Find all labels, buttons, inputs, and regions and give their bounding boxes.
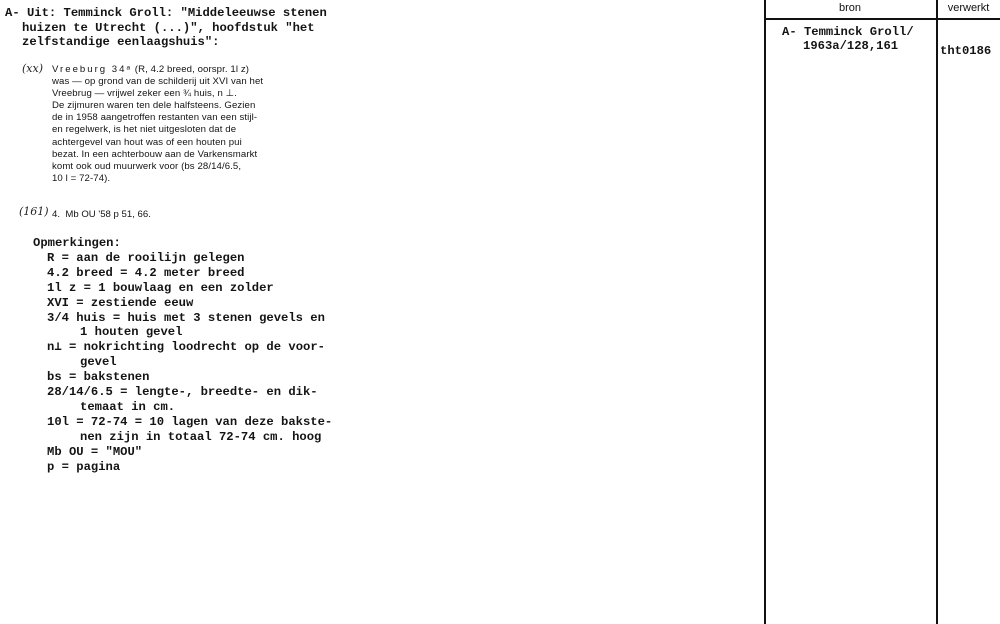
remark-item: 28/14/6.5 = lengte-, breedte- en dik-: [47, 385, 318, 400]
citation-line: De zijmuren waren ten dele halfsteens. Gezien: [52, 100, 256, 112]
bron-cell: [782, 25, 914, 53]
quoted-citation: [52, 64, 342, 185]
remark-item-continuation: 1 houten gevel: [80, 325, 183, 340]
header-rule: [764, 18, 1000, 20]
street-name: Vreeburg 34ᵃ: [52, 64, 133, 75]
heading-line: huizen te Utrecht (...)", hoofdstuk "het: [22, 20, 315, 35]
remark-item: 1l z = 1 bouwlaag en een zolder: [47, 280, 274, 295]
remark-item: bs = bakstenen: [47, 370, 150, 385]
remark-item: 4.2 breed = 4.2 meter breed: [47, 265, 245, 280]
remark-item: 3/4 huis = huis met 3 stenen gevels en: [47, 310, 325, 325]
citation-line: (R, 4.2 breed, oorspr. 1l z): [132, 64, 250, 75]
remark-item: XVI = zestiende eeuw: [47, 295, 194, 310]
citation-line: de in 1958 aangetroffen restanten van een stijl-: [52, 112, 258, 124]
citation-line: bezat. In een achterbouw aan de Varkensmarkt: [52, 148, 258, 160]
heading-line: A- Uit: Temminck Groll: "Middeleeuwse stenen: [5, 6, 327, 20]
column-header-verwerkt: verwerkt: [947, 2, 990, 14]
remark-item: p = pagina: [47, 459, 121, 474]
bron-line: A- Temminck Groll/: [782, 25, 914, 39]
citation-line: Vreebrug — vrijwel zeker een ¾ huis, n ⊥.: [52, 88, 237, 100]
remark-item-continuation: gevel: [80, 355, 117, 370]
citation-line: en regelwerk, is het niet uitgesloten dat de: [52, 124, 237, 136]
remark-item: Mb OU = "MOU": [47, 444, 143, 459]
citation-line: 10 l = 72-74).: [52, 172, 111, 184]
column-divider: [764, 0, 766, 624]
source-heading: [5, 6, 385, 50]
remarks-section: [33, 236, 332, 475]
remark-item: 10l = 72-74 = 10 lagen van deze bakste-: [47, 414, 333, 429]
footnote-reference: 4. Mb OU '58 p 51, 66.: [52, 209, 151, 220]
bron-line: 1963a/128,161: [803, 39, 899, 53]
remark-item: R = aan de rooilijn gelegen: [47, 250, 245, 265]
source-table: [764, 0, 1000, 624]
verwerkt-cell: tht0186: [940, 44, 992, 58]
citation-line: komt ook oud muurwerk voor (bs 28/14/6.5,: [52, 160, 242, 172]
remark-item-continuation: nen zijn in totaal 72-74 cm. hoog: [80, 429, 322, 444]
heading-line: zelfstandige eenlaagshuis":: [22, 35, 220, 49]
citation-line: achtergevel van hout was of een houten pui: [52, 136, 242, 148]
handwritten-marker: (161): [19, 205, 49, 218]
remarks-heading: Opmerkingen:: [33, 236, 121, 250]
handwritten-marker: (xx): [22, 62, 43, 75]
remark-item-continuation: temaat in cm.: [80, 399, 176, 414]
column-header-bron: bron: [838, 2, 862, 14]
citation-line: was — op grond van de schilderij uit XVI van het: [52, 76, 264, 88]
column-divider: [936, 0, 938, 624]
remark-item: n⊥ = nokrichting loodrecht op de voor-: [47, 340, 325, 355]
